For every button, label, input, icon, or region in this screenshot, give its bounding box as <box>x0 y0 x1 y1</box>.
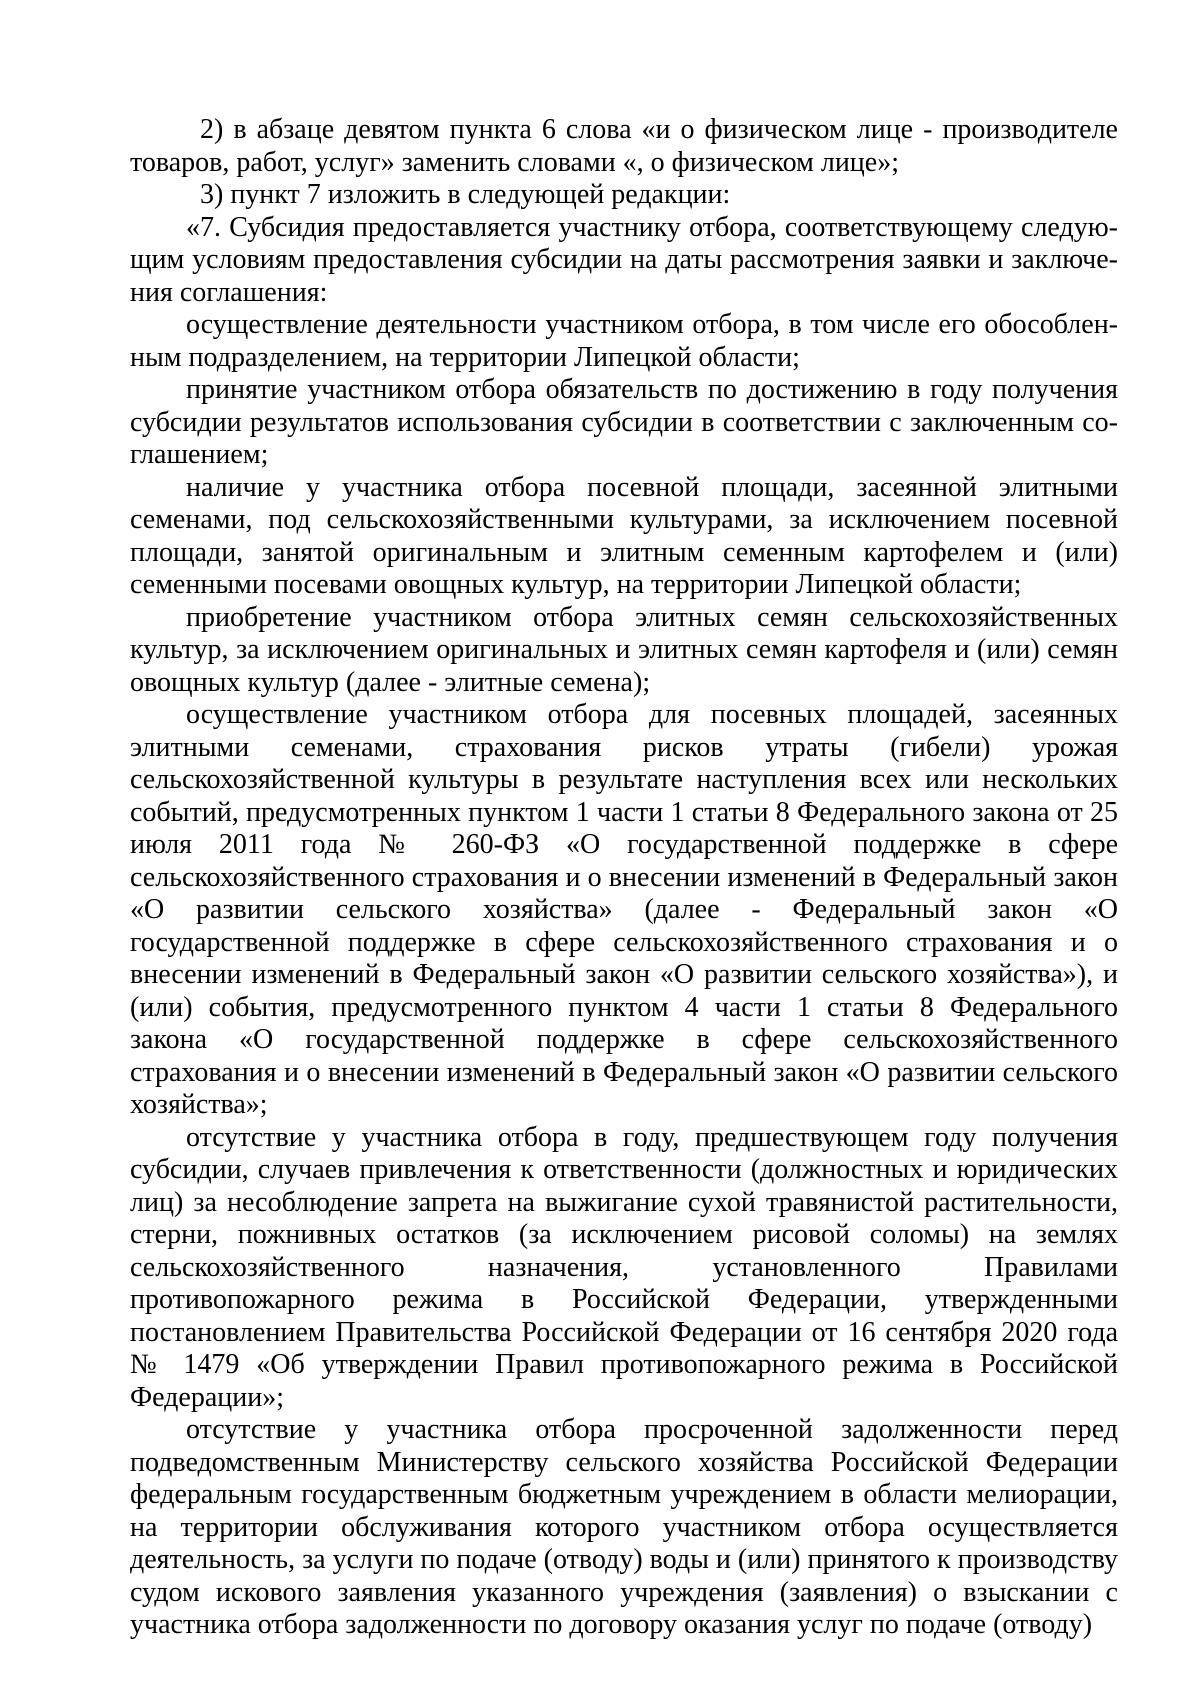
paragraph-condition-territory: осуществление деятельности участником отбора, в том числе его обособленным подразделением, на территории Липецкой области; <box>130 309 1118 373</box>
paragraph-amendment-2: 2) в абзаце девятом пункта 6 слова «и о физическом лице - производителе товаров, работ, услуг» заменить словами «, о физическом лице»; <box>130 114 1118 178</box>
paragraph-condition-fire-safety: отсутствие у участника отбора в году, предшествующем году получения субсидии, случаев привлечения к ответственности (должностных и юридических лиц) за несоблюдение запрета на выжигание сухой травянистой растительности, стерни, пожнивных остатков (за исключением рисовой соломы) на землях сельскохозяйственного назначения, установленного Правилами противопожарного режима в Российской Федерации, утвержденными постановлением Правительства Российской Федерации от 16 сентября 2020 года № 1479 «Об утверждении Правил противопожарного режима в Российской Федерации»; <box>130 1121 1118 1413</box>
paragraph-condition-insurance: осуществление участником отбора для посевных площадей, засеянных элитными семенами, страхования рисков утраты (гибели) урожая сельскохозяйственной культуры в результате наступления всех или нескольких событий, предусмотренных пунктом 1 части 1 статьи 8 Федерального закона от 25 июля 2011 года № 260-ФЗ «О государственной поддержке в сфере сельскохозяйственного страхования и о внесении изменений в Федеральный закон «О развитии сельского хозяйства» (далее - Федеральный закон «О государственной поддержке в сфере сельскохозяйственного страхования и о внесении изменений в Федеральный закон «О развитии сельского хозяйства»), и (или) события, предусмотренного пунктом 4 части 1 статьи 8 Федерального закона «О государственной поддержке в сфере сельскохозяйственного страхования и о внесении изменений в Федеральный закон «О развитии сельского хозяйства»; <box>130 699 1118 1120</box>
paragraph-condition-debt: отсутствие у участника отбора просроченной задолженности перед подведомственным Министерству сельского хозяйства Российской Федерации федеральным государственным бюджетным учреждением в области мелиорации, на территории обслуживания которого участником отбора осуществляется деятельность, за услуги по подаче (отводу) воды и (или) принятого к производству судом искового заявления указанного учреждения (заявления) о взыскании с участника отбора задолженности по договору оказания услуг по подаче (отводу) <box>130 1414 1119 1640</box>
paragraph-amendment-3: 3) пункт 7 изложить в следующей редакции: <box>200 179 731 210</box>
document-body <box>130 114 1118 1642</box>
paragraph-condition-obligations: принятие участником отбора обязательств по достижению в году получения субсидии результатов использования субсидии в соответствии с заключенным соглашением; <box>130 374 1118 470</box>
paragraph-condition-sown-area: наличие у участника отбора посевной площади, засеянной элитными семенами, под сельскохозяйственными культурами, за исключением посевной площади, занятой оригинальным и элитным семенным картофелем и (или) семенными посевами овощных культур, на территории Липецкой области; <box>130 471 1118 600</box>
paragraph-condition-elite-seeds: приобретение участником отбора элитных семян сельскохозяйственных культур, за исключением оригинальных и элитных семян картофеля и (или) семян овощных культур (далее - элитные семена); <box>130 601 1118 698</box>
paragraph-clause-7-intro: «7. Субсидия предоставляется участнику отбора, соответствующему следующим условиям предоставления субсидии на даты рассмотрения заявки и заключения соглашения: <box>130 211 1118 308</box>
